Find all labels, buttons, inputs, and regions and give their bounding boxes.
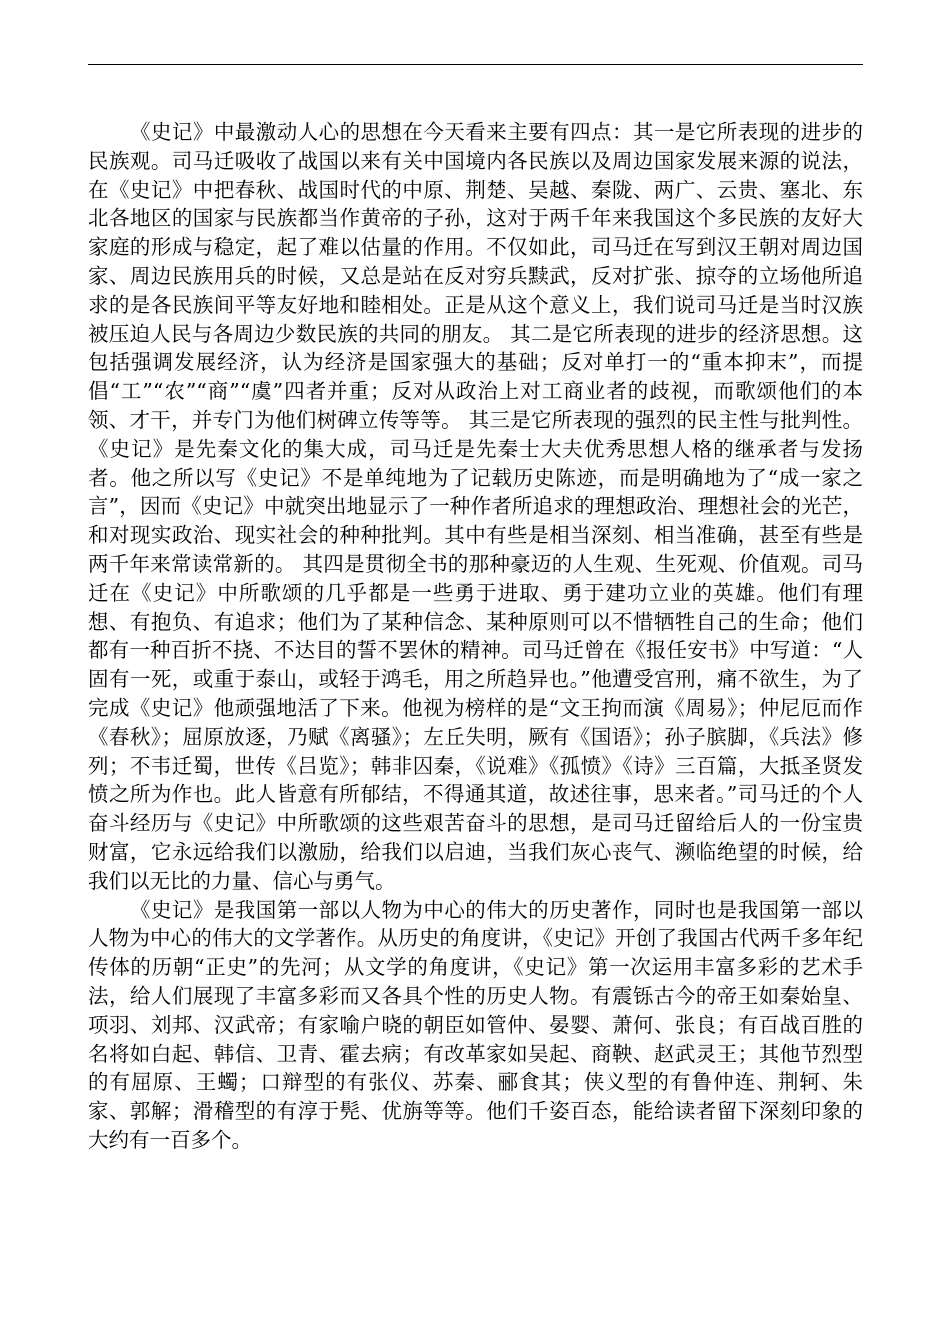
paragraph-four-thoughts: 《史记》中最激动人心的思想在今天看来主要有四点：其一是它所表现的进步的民族观。司马迁吸收了战国以来有关中国境内各民族以及周边国家发展来源的说法，在《史记》中把春秋、战国时代的中原、荆楚、吴越、秦陇、两广、云贵、塞北、东北各地区的国家与民族都当作黄帝的子孙，这对于两千年来我国这个多民族的友好大家庭的形成与稳定，起了难以估量的作用。不仅如此，司马迁在写到汉王朝对周边国家、周边民族用兵的时候，又总是站在反对穷兵黩武，反对扩张、掠夺的立场他所追求的是各民族间平等友好地和睦相处。正是从这个意义上，我们说司马迁是当时汉族被压迫人民与各周边少数民族的共同的朋友。 其二是它所表现的进步的经济思想。这包括强调发展经济，认为经济是国家强大的基础；反对单打一的“重本抑末”，而提倡“工”“农”“商”“虞”四者并重；反对从政治上对工商业者的歧视，而歌颂他们的本领、才干，并专门为他们树碑立传等等。 其三是它所表现的强烈的民主性与批判性。《史记》是先秦文化的集大成，司马迁是先秦士大夫优秀思想人格的继承者与发扬者。他之所以写《史记》不是单纯地为了记载历史陈迹，而是明确地为了“成一家之言”，因而《史记》中就突出地显示了一种作者所追求的理想政治、理想社会的光芒，和对现实政治、现实社会的种种批判。其中有些是相当深刻、相当准确，甚至有些是两千年来常读常新的。 其四是贯彻全书的那种豪迈的人生观、生死观、价值观。司马迁在《史记》中所歌颂的几乎都是一些勇于进取、勇于建功立业的英雄。他们有理想、有抱负、有追求；他们为了某种信念、某种原则可以不惜牺牲自己的生命；他们都有一种百折不挠、不达目的誓不罢休的精神。司马迁曾在《报任安书》中写道：“人固有一死，或重于泰山，或轻于鸿毛，用之所趋异也。”他遭受宫刑，痛不欲生，为了完成《史记》他顽强地活了下来。他视为榜样的是“文王拘而演《周易》；仲尼厄而作《春秋》；屈原放逐，乃赋《离骚》；左丘失明，厥有《国语》；孙子膑脚，《兵法》修列；不韦迁蜀，世传《吕览》；韩非囚秦，《说难》《孤愤》《诗》三百篇，大抵圣贤发愤之所为作也。此人皆意有所郁结，不得通其道，故述往事，思来者。”司马迁的个人奋斗经历与《史记》中所歌颂的这些艰苦奋斗的思想，是司马迁留给后人的一份宝贵财富，它永远给我们以激励，给我们以启迪，当我们灰心丧气、濒临绝望的时候，给我们以无比的力量、信心与勇气。 <box>88 120 863 893</box>
header-rule <box>88 64 863 65</box>
paragraph-historical-figures: 《史记》是我国第一部以人物为中心的伟大的历史著作，同时也是我国第一部以人物为中心的伟大的文学著作。从历史的角度讲，《史记》开创了我国古代两千多年纪传体的历朝“正史”的先河；从文学的角度讲，《史记》第一次运用丰富多彩的艺术手法，给人们展现了丰富多彩而又各具个性的历史人物。有震铄古今的帝王如秦始皇、项羽、刘邦、汉武帝；有家喻户晓的朝臣如管仲、晏婴、萧何、张良；有百战百胜的名将如白起、韩信、卫青、霍去病；有改革家如吴起、商鞅、赵武灵王；其他节烈型的有屈原、王蠋；口辩型的有张仪、苏秦、郦食其；侠义型的有鲁仲连、荆轲、朱家、郭解；滑稽型的有淳于髡、优旃等等。他们千姿百态，能给读者留下深刻印象的大约有一百多个。 <box>88 897 863 1152</box>
document-body <box>88 118 863 1155</box>
